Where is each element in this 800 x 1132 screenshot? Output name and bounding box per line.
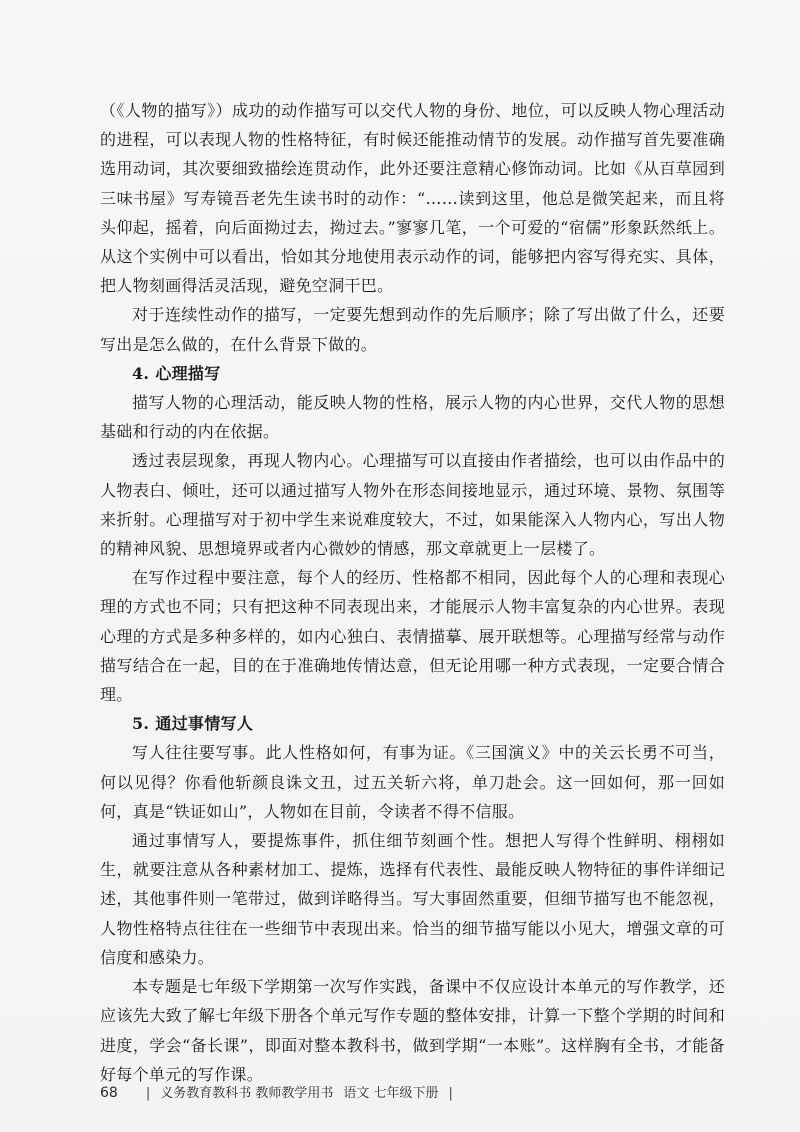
paragraph-events-example: 写人往往要写事。此人性格如何，有事为证。《三国演义》中的关云长勇不可当，何以见得？你看他斩颜良诛文丑，过五关斩六将，单刀赴会。这一回如何，那一回如何，真是“铁证如山”，人物如在目前，令读者不得不信服。 — [100, 743, 725, 821]
section-heading-events — [100, 709, 725, 738]
paragraph-continuous-action: 对于连续性动作的描写，一定要先想到动作的先后顺序；除了写出做了什么，还要写出是怎么做的，在什么背景下做的。 — [100, 305, 725, 354]
body-text — [100, 96, 725, 1089]
paragraph-action-description: （《人物的描写》）成功的动作描写可以交代人物的身份、地位，可以反映人物心理活动的进程，可以表现人物的性格特征，有时候还能推动情节的发展。动作描写首先要准确选用动词，其次要细致描绘连贯动作，此外还要注意精心修饰动词。比如《从百草园到三味书屋》写寿镜吾老先生读书时的动作：“……读到这里，他总是微笑起来，而且将头仰起，摇着，向后面拗过去，拗过去。”寥寥几笔，一个可爱的“宿儒”形象跃然纸上。从这个实例中可以看出，恰如其分地使用表示动作的词，能够把内容写得充实、具体，把人物刻画得活灵活现，避免空洞干巴。 — [100, 101, 725, 296]
paragraph-unit-planning: 本专题是七年级下学期第一次写作实践，备课中不仅应设计本单元的写作教学，还应该先大致了解七年级下册各个单元写作专题的整体安排，计算一下整个学期的时间和进度，学会“备长课”，即面对整本教科书，做到学期“一本账”。这样胸有全书，才能备好每个单元的写作课。 — [100, 977, 725, 1084]
paragraph-events-details: 通过事情写人，要提炼事件，抓住细节刻画个性。想把人写得个性鲜明、栩栩如生，就要注意从各种素材加工、提炼，选择有代表性、最能反映人物特征的事件详细记述，其他事件则一笔带过，做到详略得当。写大事固然重要，但细节描写也不能忽视，人物性格特点往往在一些细节中表现出来。恰当的细节描写能以小见大，增强文章的可信度和感染力。 — [100, 831, 725, 967]
book-title: 义务教育教科书 教师教学用书 — [160, 1086, 334, 1101]
section-number: 5. — [132, 714, 150, 734]
section-title: 通过事情写人 — [155, 714, 254, 734]
section-number: 4. — [132, 363, 150, 383]
paragraph-psychology-intro: 描写人物的心理活动，能反映人物的性格，展示人物的内心世界，交代人物的思想基础和行动的内在依据。 — [100, 393, 725, 442]
subject-grade: 语文 七年级下册 — [343, 1086, 439, 1101]
section-heading-psychology — [100, 359, 725, 388]
page-footer — [100, 1082, 463, 1101]
footer-separator-end: | — [448, 1086, 453, 1101]
paragraph-psychology-methods: 透过表层现象，再现人物内心。心理描写可以直接由作者描绘，也可以由作品中的人物表白、倾吐，还可以通过描写人物外在形态间接地显示，通过环境、景物、氛围等来折射。心理描写对于初中学生来说难度较大，不过，如果能深入人物内心，写出人物的精神风貌、思想境界或者内心微妙的情感，那文章就更上一层楼了。 — [100, 451, 725, 559]
footer-separator: | — [145, 1086, 151, 1101]
section-title: 心理描写 — [155, 363, 221, 383]
paragraph-psychology-writing: 在写作过程中要注意，每个人的经历、性格都不相同，因此每个人的心理和表现心理的方式也不同；只有把这种不同表现出来，才能展示人物丰富复杂的内心世界。表现心理的方式是多种多样的，如内心独白、表情描摹、展开联想等。心理描写经常与动作描写结合在一起，目的在于准确地传情达意，但无论用哪一种方式表现，一定要合情合理。 — [100, 568, 725, 705]
page-number: 68 — [100, 1085, 118, 1101]
